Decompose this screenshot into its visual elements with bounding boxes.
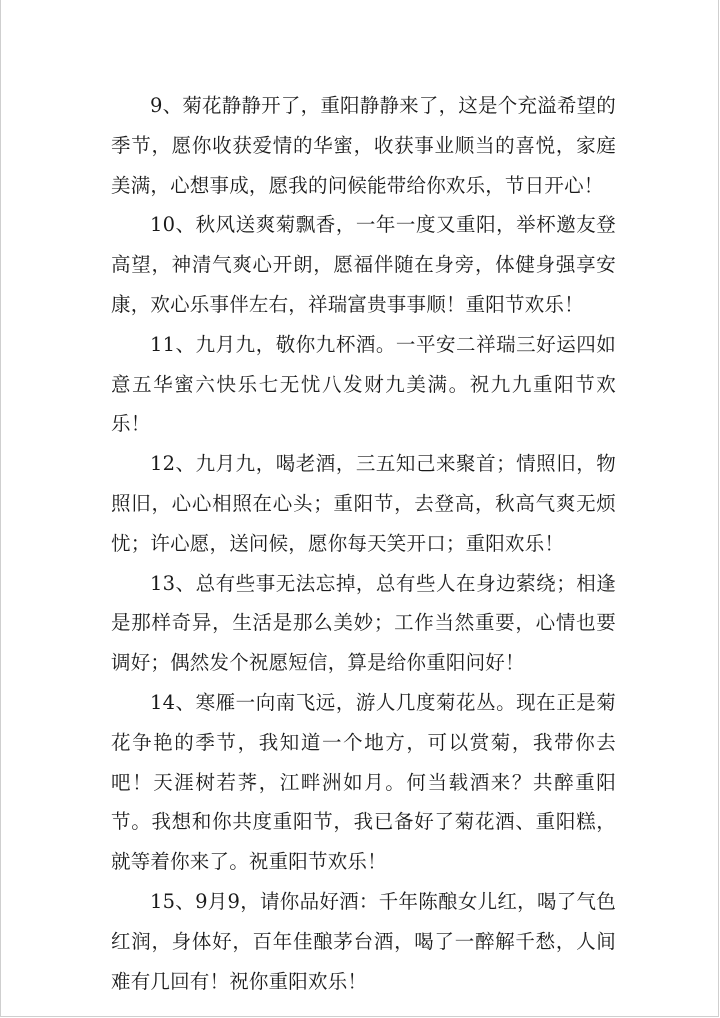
paragraph-12: 12、九月九，喝老酒，三五知己来聚首；情照旧，物照旧，心心相照在心头；重阳节，去登高，秋高气爽无烦忧；许心愿，送问候，愿你每天笑开口；重阳欢乐！ (111, 452, 616, 555)
paragraph-11: 11、九月九，敬你九杯酒。一平安二祥瑞三好运四如意五华蜜六快乐七无忧八发财九美满。祝九九重阳节欢乐！ (111, 332, 616, 436)
paragraph-15: 15、9月9，请你品好酒：千年陈酿女儿红，喝了气色红润，身体好，百年佳酿茅台酒，喝了一醉解千愁，人间难有几回有！祝你重阳欢乐！ (111, 889, 616, 993)
paragraph-10: 10、秋风送爽菊飘香，一年一度又重阳，举杯邀友登高望，神清气爽心开朗，愿福伴随在身旁，体健身强享安康，欢心乐事伴左右，祥瑞富贵事事顺！重阳节欢乐！ (111, 213, 616, 316)
paragraph-14: 14、寒雁一向南飞远，游人几度菊花丛。现在正是菊花争艳的季节，我知道一个地方，可以赏菊，我带你去吧！天涯树若荠，江畔洲如月。何当载酒来？共醉重阳节。我想和你共度重阳节，我已备好了菊花酒、重阳糕，就等着你来了。祝重阳节欢乐！ (111, 690, 616, 874)
document-body (111, 86, 616, 1001)
paragraph-9: 9、菊花静静开了，重阳静静来了，这是个充溢希望的季节，愿你收获爱情的华蜜，收获事业顺当的喜悦，家庭美满，心想事成，愿我的问候能带给你欢乐，节日开心！ (111, 94, 616, 197)
paragraph-13: 13、总有些事无法忘掉，总有些人在身边萦绕；相逢是那样奇异，生活是那么美妙；工作当然重要，心情也要调好；偶然发个祝愿短信，算是给你重阳问好！ (111, 571, 616, 675)
